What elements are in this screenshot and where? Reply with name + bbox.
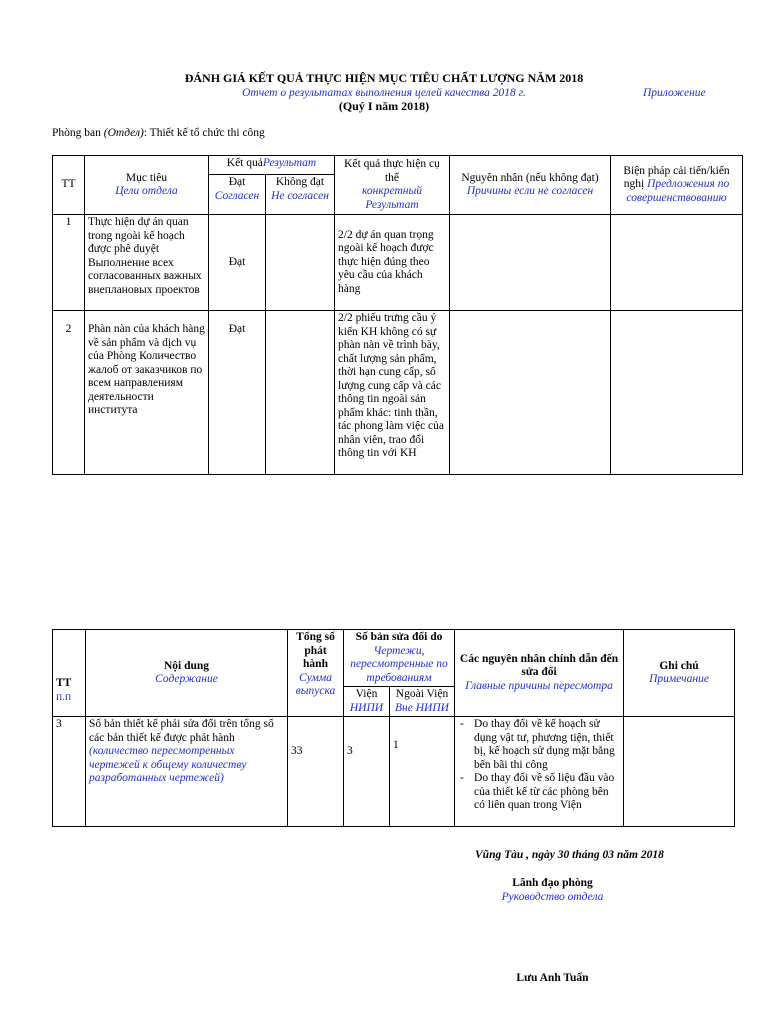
header-tt-2 bbox=[53, 630, 86, 717]
row-specific-result: 2/2 dự án quan trọng ngoài kế hoạch được thực hiện đúng theo yêu cầu của khách hàng bbox=[335, 215, 450, 311]
header-outside-institute bbox=[390, 687, 455, 717]
objectives-table bbox=[52, 155, 743, 475]
row-tt: 3 bbox=[53, 717, 86, 827]
row-outside-institute: 1 bbox=[390, 717, 455, 827]
header-objective-label: Mục tiêu bbox=[125, 171, 168, 184]
header-improvement bbox=[611, 156, 743, 215]
header-cause-label: Nguyên nhân (nếu không đạt) bbox=[461, 171, 599, 184]
row-not-achieved bbox=[266, 311, 335, 475]
header-institute-label: Viện bbox=[355, 688, 378, 700]
row-improvement bbox=[611, 215, 743, 311]
header-outside-institute-ru: Вне НИПИ bbox=[395, 701, 449, 714]
row-objective: Thực hiện dự án quan trong ngoài kế hoạch được phê duyệt Выполнение всех согласованных важных внеплановых проектов bbox=[85, 215, 209, 311]
header-result-ru: Результат bbox=[262, 157, 317, 169]
row-content-ru: (количество пересмотренных чертежей к общему количеству разработанных чертежей) bbox=[89, 745, 247, 784]
header-revised-label: Số bản sửa đổi do bbox=[355, 631, 443, 643]
header-specific-result bbox=[335, 156, 450, 215]
row-notes bbox=[624, 717, 735, 827]
header-not-achieved-ru: Не согласен bbox=[271, 189, 329, 202]
header-revised-ru: Чертежи, пересмотренные по требованиям bbox=[350, 644, 448, 684]
leader-title-ru: Руководство отдела bbox=[501, 890, 604, 903]
row-main-causes bbox=[455, 717, 624, 827]
document-title: ĐÁNH GIÁ KẾT QUẢ THỰC HIỆN MỤC TIÊU CHẤT LƯỢNG NĂM 2018 bbox=[184, 71, 584, 85]
row-cause bbox=[450, 311, 611, 475]
header-outside-institute-label: Ngoài Viện bbox=[395, 688, 449, 700]
revisions-table bbox=[52, 629, 735, 827]
row-content-text: Số bản thiết kế phải sửa đổi trên tổng số các bản thiết kế được phát hành bbox=[89, 718, 274, 744]
header-specific-result-label: Kết quả thực hiện cụ thể bbox=[344, 158, 440, 184]
header-notes bbox=[624, 630, 735, 717]
signature-block bbox=[470, 877, 635, 904]
list-item: - Do thay đổi về số liệu đầu vào của thiết kế từ các phòng bên có liên quan trong Viện bbox=[474, 772, 620, 813]
table-row bbox=[53, 311, 743, 475]
header-improvement-label: Biện pháp cải tiến/kiến nghị bbox=[623, 164, 730, 191]
place-date: Vũng Tàu , ngày 30 tháng 03 năm 2018 bbox=[475, 849, 664, 861]
signer-name: Lưu Anh Tuấn bbox=[516, 972, 589, 984]
row-objective: Phàn nàn của khách hàng về sản phẩm và dịch vụ của Phòng Количество жалоб от заказчиков по всем направлениям деятельности института bbox=[85, 311, 209, 475]
row-content bbox=[86, 717, 288, 827]
header-objective bbox=[85, 156, 209, 215]
header-tt: TT bbox=[53, 156, 85, 215]
header-achieved-ru: Согласен bbox=[214, 189, 260, 202]
header-main-causes-label: Các nguyên nhân chính dẫn đến sửa đổi bbox=[459, 652, 619, 679]
header-improvement-ru: Предложения по совершенствованию bbox=[626, 178, 730, 204]
header-content-ru: Содержание bbox=[155, 673, 218, 685]
header-total bbox=[288, 630, 344, 717]
header-main-causes bbox=[455, 630, 624, 717]
row-achieved: Đạt bbox=[209, 311, 266, 475]
row-tt: 1 bbox=[53, 215, 85, 311]
header-achieved bbox=[209, 175, 266, 215]
header-notes-label: Ghi chú bbox=[659, 659, 699, 672]
header-specific-result-ru: конкретный Результат bbox=[361, 185, 423, 211]
row-tt: 2 bbox=[53, 311, 85, 475]
leader-title: Lãnh đạo phòng bbox=[512, 877, 593, 889]
list-item: - Do thay đổi về kế hoạch sử dụng vật tư, phương tiện, thiết bị, kế hoạch sử dụng mặt bằng bến bãi thi công bbox=[474, 718, 620, 772]
header-not-achieved-label: Không đạt bbox=[275, 176, 325, 188]
row-total: 33 bbox=[288, 717, 344, 827]
header-total-label: Tổng số phát hành bbox=[296, 631, 335, 670]
department-value: : Thiết kế tổ chức thi công bbox=[143, 127, 265, 139]
row-improvement bbox=[611, 311, 743, 475]
header-achieved-label: Đạt bbox=[228, 176, 246, 188]
quarter-label: (Quý I năm 2018) bbox=[338, 99, 430, 113]
header-institute-ru: НИПИ bbox=[349, 701, 384, 714]
header-result-label: Kết quả bbox=[226, 157, 263, 169]
header-tt-2-label: TT bbox=[56, 677, 72, 689]
department-label: Phòng ban bbox=[52, 127, 104, 139]
header-cause-ru: Причины если не согласен bbox=[466, 185, 594, 197]
table-row bbox=[53, 215, 743, 311]
header-revised bbox=[344, 630, 455, 687]
row-cause bbox=[450, 215, 611, 311]
row-specific-result: 2/2 phiếu trưng cầu ý kiến KH không có sự phàn nàn về trình bày, chất lượng sản phẩm, thời hạn cung cấp, số lượng cung cấp và các thông tin ngoài sản phẩm khác: tinh thần, tác phong làm việc của nhân viên, trao đổi thông tin với KH bbox=[335, 311, 450, 475]
table-row bbox=[53, 717, 735, 827]
header-objective-ru: Цели отдела bbox=[115, 185, 178, 197]
header-tt-2-ru: п.п bbox=[56, 690, 72, 703]
causes-list bbox=[458, 718, 620, 813]
row-achieved: Đạt bbox=[209, 215, 266, 311]
header-content-label: Nội dung bbox=[163, 659, 210, 672]
department-label-ru: (Отдел) bbox=[103, 127, 144, 139]
document-subtitle: Отчет о результатах выполнения целей качества 2018 г. bbox=[242, 87, 526, 99]
row-not-achieved bbox=[266, 215, 335, 311]
header-result bbox=[209, 156, 335, 175]
row-institute: 3 bbox=[344, 717, 390, 827]
header-total-ru: Сумма выпуска bbox=[295, 671, 336, 697]
header-cause bbox=[450, 156, 611, 215]
header-notes-ru: Примечание bbox=[649, 673, 709, 685]
department-line bbox=[52, 127, 265, 141]
header-not-achieved bbox=[266, 175, 335, 215]
appendix-label: Приложение bbox=[643, 87, 706, 99]
header-institute bbox=[344, 687, 390, 717]
header-content bbox=[86, 630, 288, 717]
header-main-causes-ru: Главные причины пересмотра bbox=[465, 679, 613, 692]
